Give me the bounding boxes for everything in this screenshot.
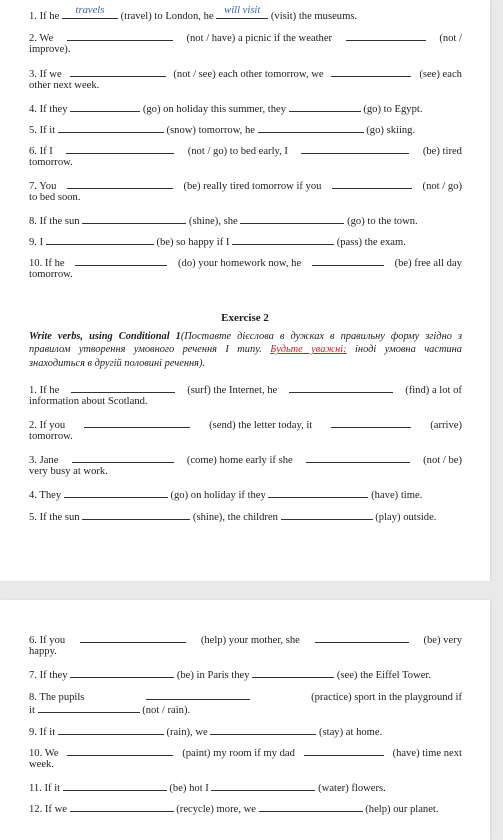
- answer-blank[interactable]: [70, 66, 166, 77]
- answer-blank[interactable]: [67, 30, 173, 41]
- answer-blank[interactable]: [72, 452, 174, 463]
- ex2-item-2: 2. If you (send) the letter today, it (arrive): [29, 417, 462, 432]
- answer-blank[interactable]: [66, 143, 174, 154]
- answer-blank[interactable]: [268, 487, 368, 498]
- answer-blank[interactable]: [301, 143, 409, 154]
- answer-blank[interactable]: [210, 724, 316, 735]
- ex1-item-7: 7. You (be) really tired tomorrow if you (not / go): [29, 178, 462, 193]
- answer-blank[interactable]: [38, 702, 140, 713]
- exercise-2-title: Exercise 2: [221, 312, 269, 324]
- answer-blank[interactable]: [82, 509, 190, 520]
- worksheet-page-2: 6. If you (help) your mother, she (be) very happy. 7. If they (be) in Paris they (see) the Eiffel Tower. 8. The pupils (practice) sport in the playground if it (not / rain). 9. If it (rain), we (stay) at home. 10. We (paint) my room if my dad (have) time next week. 11. If it (be) hot I (water) flowers. 12. If we (recycle) more, we (help) our planet.: [0, 600, 490, 840]
- ex2-item-8: 8. The pupils (practice) sport in the playground if: [29, 689, 462, 704]
- ex2-item-6: 6. If you (help) your mother, she (be) very: [29, 632, 462, 647]
- ex2-item-7: 7. If they (be) in Paris they (see) the Eiffel Tower.: [29, 667, 462, 682]
- answer-blank[interactable]: [71, 382, 175, 393]
- exercise-2-instruction: Write verbs, using Conditional 1(Поставте дієслова в дужках в правильну форму згідно з правилом утворення умовного речення I типу. Будьте уважні: іноді умовна частина знаходиться в другій половині речення).: [29, 331, 463, 369]
- answer-blank[interactable]: [289, 382, 393, 393]
- answer-blank[interactable]: [84, 417, 190, 428]
- ex1-item-9: 9. I (be) so happy if I (pass) the exam.: [29, 234, 462, 249]
- answer-blank[interactable]: [332, 178, 412, 189]
- answer-blank[interactable]: [258, 122, 364, 133]
- ex2-item-5: 5. If the sun (shine), the children (play) outside.: [29, 509, 462, 524]
- answer-blank[interactable]: [240, 213, 344, 224]
- ex1-item-5: 5. If it (snow) tomorrow, he (go) skiing.: [29, 122, 462, 137]
- answer-blank[interactable]: [67, 178, 173, 189]
- answer-blank[interactable]: [252, 667, 334, 678]
- ex1-item-2: 2. We (not / have) a picnic if the weather (not /: [29, 30, 462, 45]
- ex1-item-8: 8. If the sun (shine), she (go) to the town.: [29, 213, 462, 228]
- answer-blank[interactable]: [46, 234, 154, 245]
- answer-blank[interactable]: [289, 101, 361, 112]
- answer-blank[interactable]: [306, 452, 410, 463]
- ex1-item-6: 6. If I (not / go) to bed early, I (be) tired: [29, 143, 462, 158]
- answer-blank[interactable]: [346, 30, 426, 41]
- answer-blank[interactable]: [304, 745, 384, 756]
- ex2-item-12: 12. If we (recycle) more, we (help) our planet.: [29, 801, 462, 816]
- answer-blank[interactable]: [70, 801, 174, 812]
- answer-blank[interactable]: [75, 255, 167, 266]
- answer-blank[interactable]: [312, 255, 384, 266]
- answer-blank[interactable]: [63, 780, 167, 791]
- answer-blank[interactable]: [70, 667, 174, 678]
- ex2-item-10: 10. We (paint) my room if my dad (have) time next: [29, 745, 462, 760]
- ex1-item-10: 10. If he (do) your homework now, he (be) free all day: [29, 255, 462, 270]
- answer-blank[interactable]: [281, 509, 373, 520]
- answer-blank[interactable]: [64, 487, 168, 498]
- worksheet-page-1: 1. If he travels (travel) to London, he will visit (visit) the museums. 2. We (not / have) a picnic if the weather (not / improve). 3. If we (not / see) each other tomorrow, we (see) each other next week. 4. If they (go) on holiday this summer, they (go) to Egypt. 5. If it (snow) tomorrow, he (go) skiing. 6. If I (not / go) to bed early, I (be) tired tomorrow. 7. You (be) really tired tomorrow if you (not / go) to bed soon. 8. If the sun (shine), she (go) to the town. 9. I (be) so happy if I (pass) the exam. 10. If he (do) your homework now, he (be) free all day tomorrow. Exercise 2 Write verbs, using Conditional 1(Поставте дієслова в дужках в правильну форму згідно з правилом утворення умовного речення I типу. Будьте уважні: іноді умовна частина знаходиться в другій половині речення). 1. If he (surf) the Internet, he (find) a lot of information about Scotland. 2. If you (send) the letter today, it (arrive) tomorrow. 3. Jane (come) home early if she (not / be) very busy at work. 4. They (go) on holiday if they (have) time. 5. If the sun (shine), the children (play) outside.: [0, 0, 490, 581]
- answer-blank[interactable]: will visit: [216, 8, 268, 19]
- ex2-item-1: 1. If he (surf) the Internet, he (find) a lot of: [29, 382, 462, 397]
- answer-blank[interactable]: [67, 745, 173, 756]
- answer-blank[interactable]: [80, 632, 186, 643]
- answer-blank[interactable]: [259, 801, 363, 812]
- answer-blank[interactable]: [211, 780, 315, 791]
- answer-blank[interactable]: [82, 213, 186, 224]
- answer-blank[interactable]: [315, 632, 409, 643]
- answer-blank[interactable]: [58, 122, 164, 133]
- answer-blank[interactable]: [331, 417, 411, 428]
- ex1-item-3: 3. If we (not / see) each other tomorrow, we (see) each: [29, 66, 462, 81]
- answer-blank[interactable]: [232, 234, 334, 245]
- ex1-item-4: 4. If they (go) on holiday this summer, they (go) to Egypt.: [29, 101, 462, 116]
- answer-blank[interactable]: [70, 101, 140, 112]
- ex1-item-1: 1. If he travels (travel) to London, he will visit (visit) the museums.: [29, 5, 358, 22]
- ex2-item-4: 4. They (go) on holiday if they (have) time.: [29, 487, 462, 502]
- ex2-item-11: 11. If it (be) hot I (water) flowers.: [29, 780, 462, 795]
- answer-blank[interactable]: [58, 724, 164, 735]
- ex2-item-3: 3. Jane (come) home early if she (not / be): [29, 452, 462, 467]
- answer-blank[interactable]: [331, 66, 411, 77]
- answer-blank[interactable]: [146, 689, 250, 700]
- answer-blank[interactable]: travels: [62, 8, 118, 19]
- ex2-item-9: 9. If it (rain), we (stay) at home.: [29, 724, 462, 739]
